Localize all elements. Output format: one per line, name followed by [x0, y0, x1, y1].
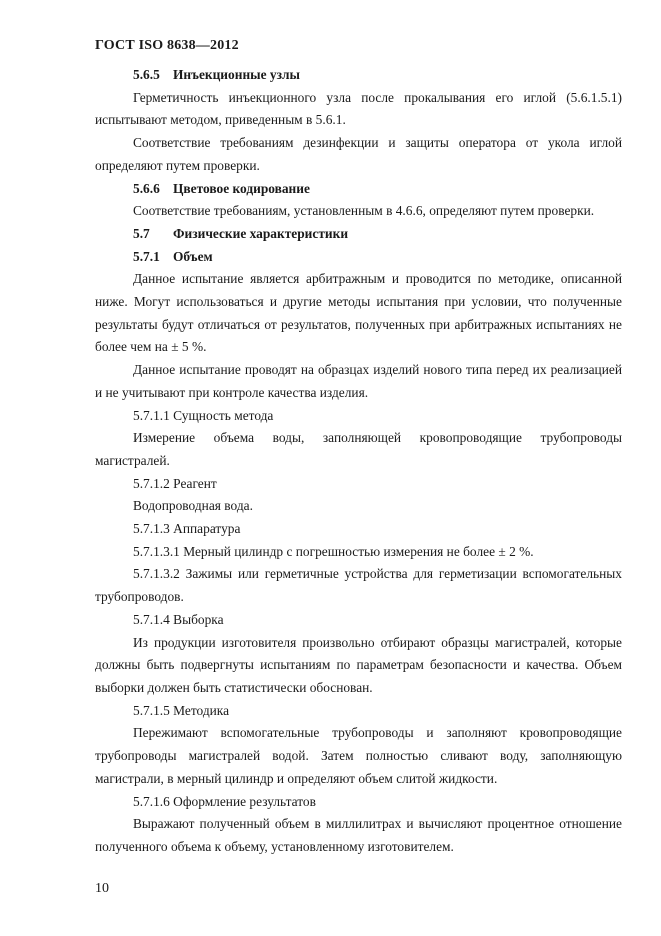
paragraph: Выражают полученный объем в миллилитрах и вычисляют процентное отношение полученного объема к объему, установленному изготовителем.: [95, 816, 622, 854]
paragraph: Из продукции изготовителя произвольно отбирают образцы магистралей, которые должны быть подвергнуты испытаниям по параметрам безопасности и качества. Объем выборки должен быть статистически обоснован.: [95, 634, 622, 695]
section-title: Инъекционные узлы: [173, 67, 300, 82]
paragraph: Измерение объема воды, заполняющей кровопроводящие трубопроводы магистралей.: [95, 430, 622, 468]
section-title: Объем: [173, 248, 213, 264]
subsection-title: 5.7.1.3 Аппаратура: [133, 521, 241, 537]
subsection-title: 5.7.1.6 Оформление результатов: [133, 793, 316, 809]
paragraph: 5.7.1.3.1 Мерный цилиндр с погрешностью измерения не более ± 2 %.: [133, 543, 534, 559]
subsection-title: 5.7.1.5 Методика: [133, 702, 230, 718]
section-number: 5.7: [133, 225, 150, 241]
section-heading: [95, 246, 622, 269]
section-heading: [95, 64, 622, 87]
paragraph: Водопроводная вода.: [133, 498, 253, 514]
subsection-title: 5.7.1.2 Реагент: [133, 475, 217, 491]
section-heading: [95, 223, 622, 246]
section-title: Физические характеристики: [173, 225, 349, 241]
paragraph: Данное испытание является арбитражным и проводится по методике, описанной ниже. Могут использоваться и другие методы испытания при условии, что полученные результаты будут отличаться от результатов, полученных при арбитражных испытаниях не более чем на ± 5 %.: [95, 271, 622, 355]
paragraph: Соответствие требованиям, установленным в 4.6.6, определяют путем проверки.: [133, 203, 595, 219]
paragraph: Данное испытание проводят на образцах изделий нового типа перед их реализацией и не учитывают при контроле качества изделия.: [95, 362, 622, 400]
section-title: Цветовое кодирование: [173, 180, 310, 196]
section-heading: [95, 178, 622, 201]
document-body: [95, 64, 622, 859]
section-number: 5.7.1: [133, 248, 160, 264]
paragraph: Герметичность инъекционного узла после прокалывания его иглой (5.6.1.5.1) испытывают методом, приведенным в 5.6.1.: [95, 89, 622, 128]
standard-header: ГОСТ ISO 8638—2012: [95, 38, 239, 53]
subsection-title: 5.7.1.1 Сущность метода: [133, 407, 274, 423]
page-number: 10: [95, 881, 109, 896]
subsection-title: 5.7.1.4 Выборка: [133, 611, 224, 627]
section-number: 5.6.6: [133, 180, 160, 196]
section-number: 5.6.5: [133, 67, 160, 82]
paragraph: Соответствие требованиям дезинфекции и защиты оператора от укола иглой определяют путем проверки.: [95, 135, 622, 173]
paragraph: Пережимают вспомогательные трубопроводы и заполняют кровопроводящие трубопроводы магистралей водой. Затем полностью сливают воду, заполняющую магистрали, в мерный цилиндр и определяют объем слитой жидкости.: [95, 725, 622, 786]
paragraph: 5.7.1.3.2 Зажимы или герметичные устройства для герметизации вспомогательных трубопроводов.: [95, 566, 622, 605]
